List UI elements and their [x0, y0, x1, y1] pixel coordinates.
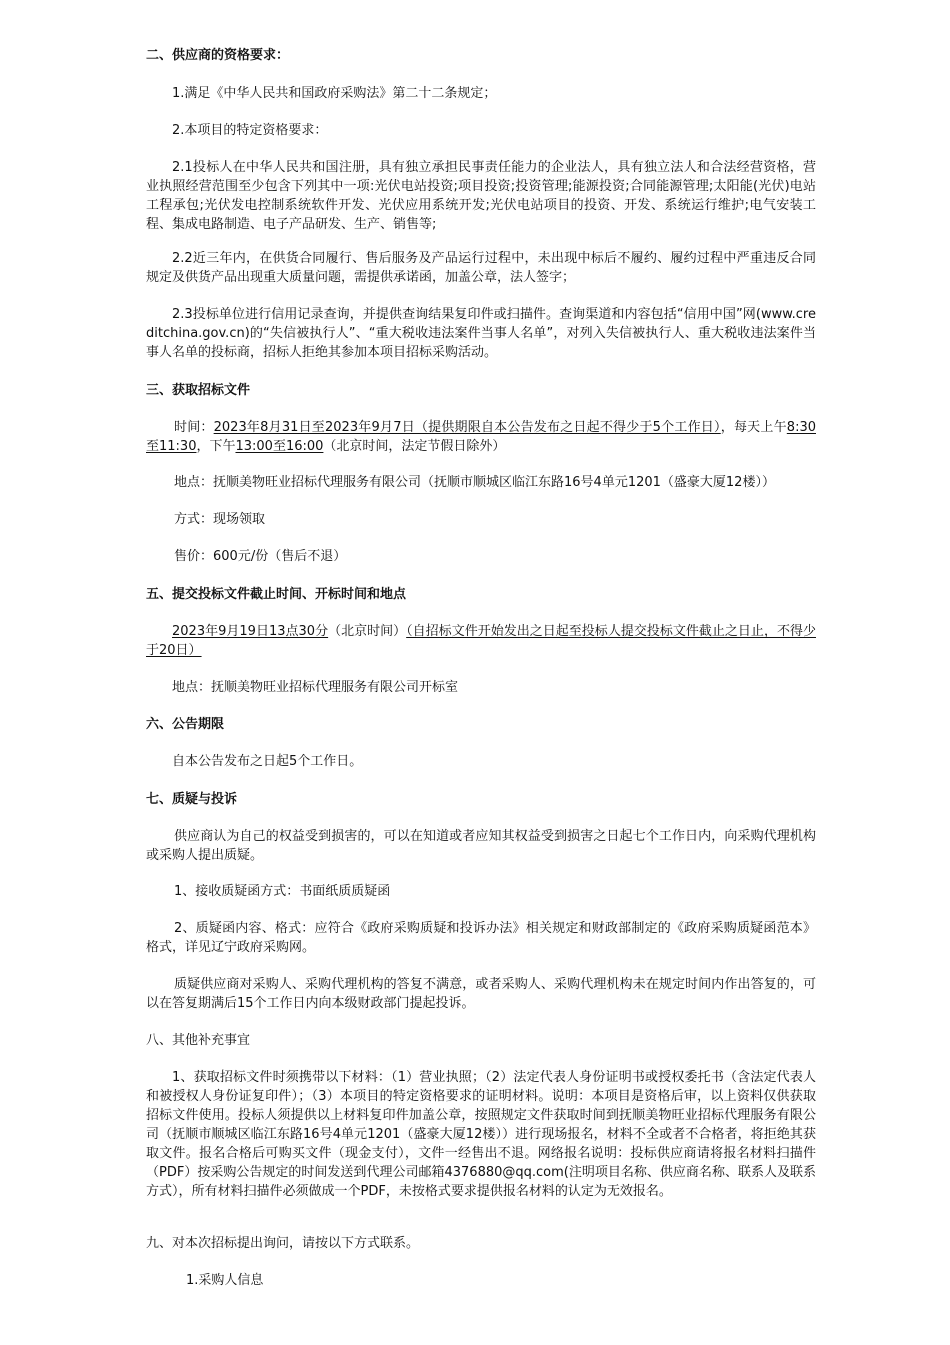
qualification-item-2: 2.本项目的特定资格要求：	[172, 123, 328, 138]
obtain-price: 售价：600元/份（售后不退）	[174, 549, 347, 564]
section-heading-announcement-period: 六、公告期限	[146, 717, 225, 732]
bid-opening-location: 地点：抚顺美物旺业招标代理服务有限公司开标室	[172, 680, 459, 695]
obtain-time-note: （北京时间，法定节假日除外）	[323, 439, 506, 454]
section-heading-supplementary: 八、其他补充事宜	[146, 1033, 251, 1048]
deadline-timezone: （北京时间）	[328, 624, 407, 639]
obtain-time-label: 时间：	[174, 420, 214, 435]
qualification-item-1: 1.满足《中华人民共和国政府采购法》第二十二条规定；	[172, 86, 497, 101]
section-heading-qualifications: 二、供应商的资格要求：	[146, 48, 290, 63]
deadline-datetime: 2023年9月19日13点30分	[172, 624, 329, 639]
obtain-time-sep2: ，下午	[196, 439, 236, 454]
complaint-paragraph-4: 质疑供应商对采购人、采购代理机构的答复不满意，或者采购人、采购代理机构未在规定时间内作出答复的，可以在答复期满后15个工作日内向本级财政部门提起投诉。	[146, 977, 816, 1011]
complaint-paragraph-1: 供应商认为自己的权益受到损害的，可以在知道或者应知其权益受到损害之日起七个工作日内，向采购代理机构或采购人提出质疑。	[146, 829, 816, 863]
obtain-time-sep: ，每天上午	[720, 420, 787, 435]
deadline-note: （自招标文件开始发出之日起至投标人提交投标文件截止之日止，不得少于20日）	[146, 624, 816, 658]
section-heading-submission: 五、提交投标文件截止时间、开标时间和地点	[146, 587, 407, 602]
section-heading-contact: 九、对本次招标提出询问，请按以下方式联系。	[146, 1236, 420, 1251]
qualification-item-2-2: 2.2近三年内，在供货合同履行、售后服务及产品运行过程中，未出现中标后不履约、履约过程中严重违反合同规定及供货产品出现重大质量问题，需提供承诺函，加盖公章，法人签字；	[146, 251, 816, 285]
obtain-time	[146, 418, 816, 456]
complaint-method: 1、接收质疑函方式：书面纸质质疑函	[174, 884, 391, 899]
obtain-method: 方式：现场领取	[174, 512, 266, 527]
supplementary-paragraph: 1、获取招标文件时须携带以下材料：（1）营业执照；（2）法定代表人身份证明书或授权委托书（含法定代表人和被授权人身份证复印件）；（3）本项目的特定资格要求的证明材料。说明：本项目是资格后审，以上资料仅供获取招标文件使用。投标人须提供以上材料复印件加盖公章，按照规定文件获取时间到抚顺美物旺业招标代理服务有限公司（抚顺市顺城区临江东路16号4单元1201（盛豪大厦12楼））进行现场报名，材料不全或者不合格者，将拒绝其获取文件。报名合格后可购买文件（现金支付），文件一经售出不退。网络报名说明：投标供应商请将报名材料扫描件（PDF）按采购公告规定的时间发送到代理公司邮箱4376880@qq.com(注明项目名称、供应商名称、联系人及联系方式），所有材料扫描件必须做成一个PDF，未按格式要求提供报名材料的认定为无效报名。	[146, 1070, 816, 1199]
complaint-format: 2、质疑函内容、格式：应符合《政府采购质疑和投诉办法》相关规定和财政部制定的《政府采购质疑函范本》格式，详见辽宁政府采购网。	[146, 921, 816, 955]
section-heading-complaints: 七、质疑与投诉	[146, 792, 238, 807]
obtain-afternoon-hours: 13:00至16:00	[235, 439, 324, 454]
submission-deadline	[146, 622, 816, 660]
section-heading-obtain-documents: 三、获取招标文件	[146, 383, 251, 398]
obtain-time-range: 2023年8月31日至2023年9月7日（提供期限自本公告发布之日起不得少于5个工作日）	[213, 420, 721, 435]
obtain-location: 地点：抚顺美物旺业招标代理服务有限公司（抚顺市顺城区临江东路16号4单元1201（盛豪大厦12楼））	[174, 475, 775, 490]
qualification-item-2-1: 2.1投标人在中华人民共和国注册，具有独立承担民事责任能力的企业法人，具有独立法人和合法经营资格，营业执照经营范围至少包含下列其中一项:光伏电站投资;项目投资;投资管理;能源投资;合同能源管理;太阳能(光伏)电站工程承包;光伏发电控制系统软件开发、光伏应用系统开发;光伏电站项目的投资、开发、系统运行维护;电气安装工程、集成电路制造、电子产品研发、生产、销售等;	[146, 160, 816, 232]
obtain-morning-hours: 8:30至11:30	[146, 420, 816, 454]
qualification-item-2-3: 2.3投标单位进行信用记录查询，并提供查询结果复印件或扫描件。查询渠道和内容包括“信用中国”网(www.creditchina.gov.cn)的“失信被执行人”、“重大税收违法案件当事人名单”，对列入失信被执行人、重大税收违法案件当事人名单的投标商，招标人拒绝其参加本项目招标采购活动。	[146, 307, 816, 360]
announcement-period-text: 自本公告发布之日起5个工作日。	[172, 754, 363, 769]
purchaser-info-subheading: 1.采购人信息	[186, 1273, 264, 1288]
